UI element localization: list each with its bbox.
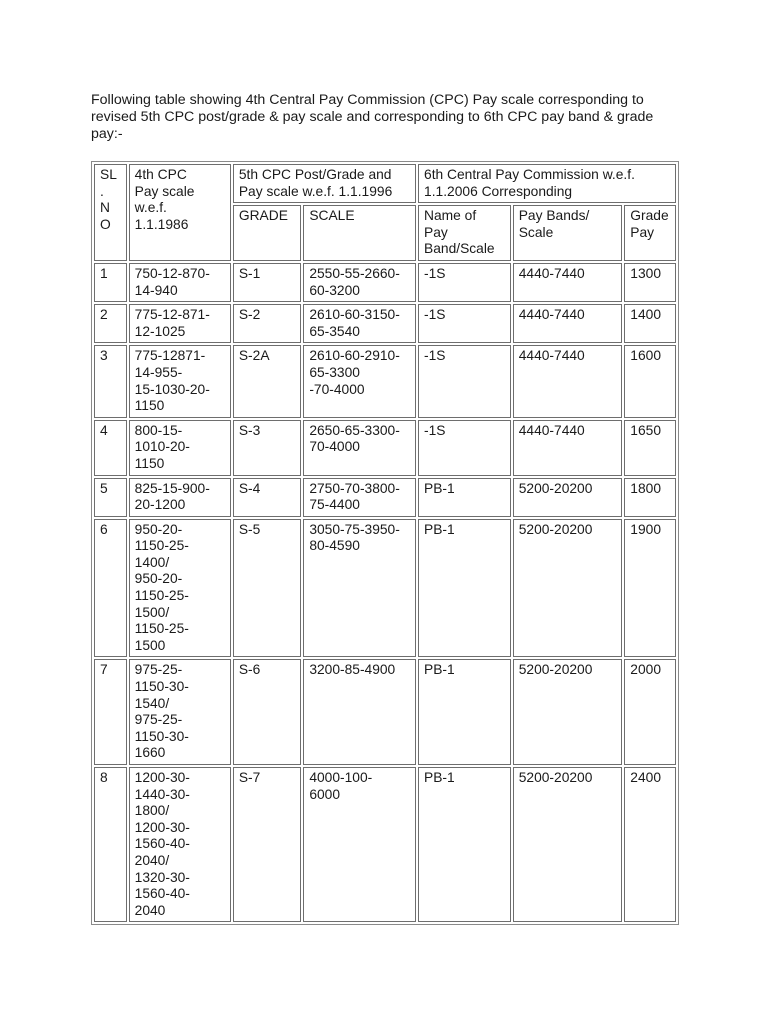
row-6th-cpc-band-name: PB-1 bbox=[418, 478, 511, 517]
row-sl-no: 4 bbox=[94, 420, 127, 476]
row-5th-cpc-grade: S-5 bbox=[233, 519, 301, 658]
row-6th-cpc-grade-pay: 1300 bbox=[624, 263, 676, 302]
table-row bbox=[94, 420, 676, 476]
row-4th-cpc-scale: 775-12871- 14-955- 15-1030-20- 1150 bbox=[129, 345, 231, 417]
row-4th-cpc-scale: 1200-30- 1440-30- 1800/ 1200-30- 1560-40- 2040/ 1320-30- 1560-40- 2040 bbox=[129, 767, 231, 922]
row-5th-cpc-scale: 2750-70-3800- 75-4400 bbox=[303, 478, 416, 517]
row-6th-cpc-band-name: PB-1 bbox=[418, 519, 511, 658]
row-sl-no: 5 bbox=[94, 478, 127, 517]
row-5th-cpc-grade: S-4 bbox=[233, 478, 301, 517]
row-4th-cpc-scale: 950-20- 1150-25- 1400/ 950-20- 1150-25- 1500/ 1150-25- 1500 bbox=[129, 519, 231, 658]
row-5th-cpc-scale: 4000-100- 6000 bbox=[303, 767, 416, 922]
table-row bbox=[94, 478, 676, 517]
row-sl-no: 7 bbox=[94, 659, 127, 765]
row-6th-cpc-band-name: PB-1 bbox=[418, 767, 511, 922]
row-6th-cpc-pay-band: 5200-20200 bbox=[513, 767, 623, 922]
row-5th-cpc-grade: S-2 bbox=[233, 304, 301, 343]
row-5th-cpc-grade: S-3 bbox=[233, 420, 301, 476]
row-6th-cpc-pay-band: 4440-7440 bbox=[513, 420, 623, 476]
header-5th-cpc: 5th CPC Post/Grade and Pay scale w.e.f. 1.1.1996 bbox=[233, 164, 416, 203]
header-grade-pay: Grade Pay bbox=[624, 205, 676, 261]
row-6th-cpc-grade-pay: 1400 bbox=[624, 304, 676, 343]
row-sl-no: 6 bbox=[94, 519, 127, 658]
row-4th-cpc-scale: 775-12-871- 12-1025 bbox=[129, 304, 231, 343]
row-4th-cpc-scale: 750-12-870- 14-940 bbox=[129, 263, 231, 302]
row-6th-cpc-grade-pay: 2400 bbox=[624, 767, 676, 922]
table-row bbox=[94, 659, 676, 765]
table-row bbox=[94, 767, 676, 922]
table-row bbox=[94, 304, 676, 343]
row-5th-cpc-scale: 3050-75-3950- 80-4590 bbox=[303, 519, 416, 658]
table-row bbox=[94, 345, 676, 417]
row-sl-no: 8 bbox=[94, 767, 127, 922]
row-6th-cpc-pay-band: 4440-7440 bbox=[513, 345, 623, 417]
header-grade: GRADE bbox=[233, 205, 301, 261]
row-5th-cpc-scale: 2650-65-3300- 70-4000 bbox=[303, 420, 416, 476]
row-5th-cpc-grade: S-2A bbox=[233, 345, 301, 417]
row-4th-cpc-scale: 800-15- 1010-20- 1150 bbox=[129, 420, 231, 476]
row-6th-cpc-pay-band: 5200-20200 bbox=[513, 659, 623, 765]
row-6th-cpc-grade-pay: 1800 bbox=[624, 478, 676, 517]
row-4th-cpc-scale: 975-25- 1150-30- 1540/ 975-25- 1150-30- 1660 bbox=[129, 659, 231, 765]
header-name-of-pay-band: Name of Pay Band/Scale bbox=[418, 205, 511, 261]
header-row-1 bbox=[94, 164, 676, 203]
table-row bbox=[94, 263, 676, 302]
row-6th-cpc-pay-band: 4440-7440 bbox=[513, 263, 623, 302]
row-6th-cpc-band-name: -1S bbox=[418, 263, 511, 302]
row-sl-no: 3 bbox=[94, 345, 127, 417]
pay-scale-table bbox=[91, 161, 679, 925]
row-6th-cpc-grade-pay: 1900 bbox=[624, 519, 676, 658]
header-pay-bands: Pay Bands/ Scale bbox=[513, 205, 623, 261]
row-5th-cpc-scale: 2610-60-3150- 65-3540 bbox=[303, 304, 416, 343]
row-5th-cpc-scale: 2610-60-2910- 65-3300 -70-4000 bbox=[303, 345, 416, 417]
row-4th-cpc-scale: 825-15-900- 20-1200 bbox=[129, 478, 231, 517]
header-sl-no: SL. NO bbox=[94, 164, 127, 261]
row-6th-cpc-pay-band: 5200-20200 bbox=[513, 519, 623, 658]
intro-text: Following table showing 4th Central Pay Commission (CPC) Pay scale corresponding to revised 5th CPC post/grade & pay scale and corresponding to 6th CPC pay band & grade pay:- bbox=[91, 92, 654, 142]
header-scale: SCALE bbox=[303, 205, 416, 261]
header-4th-cpc: 4th CPC Pay scale w.e.f. 1.1.1986 bbox=[129, 164, 231, 261]
row-5th-cpc-scale: 3200-85-4900 bbox=[303, 659, 416, 765]
row-sl-no: 1 bbox=[94, 263, 127, 302]
row-6th-cpc-grade-pay: 1650 bbox=[624, 420, 676, 476]
row-sl-no: 2 bbox=[94, 304, 127, 343]
row-5th-cpc-grade: S-7 bbox=[233, 767, 301, 922]
row-6th-cpc-grade-pay: 2000 bbox=[624, 659, 676, 765]
row-6th-cpc-band-name: PB-1 bbox=[418, 659, 511, 765]
row-5th-cpc-grade: S-6 bbox=[233, 659, 301, 765]
row-6th-cpc-band-name: -1S bbox=[418, 345, 511, 417]
row-5th-cpc-scale: 2550-55-2660- 60-3200 bbox=[303, 263, 416, 302]
row-6th-cpc-grade-pay: 1600 bbox=[624, 345, 676, 417]
row-6th-cpc-pay-band: 5200-20200 bbox=[513, 478, 623, 517]
row-6th-cpc-band-name: -1S bbox=[418, 420, 511, 476]
row-6th-cpc-band-name: -1S bbox=[418, 304, 511, 343]
header-6th-cpc: 6th Central Pay Commission w.e.f. 1.1.2006 Corresponding bbox=[418, 164, 676, 203]
row-6th-cpc-pay-band: 4440-7440 bbox=[513, 304, 623, 343]
table-row bbox=[94, 519, 676, 658]
row-5th-cpc-grade: S-1 bbox=[233, 263, 301, 302]
